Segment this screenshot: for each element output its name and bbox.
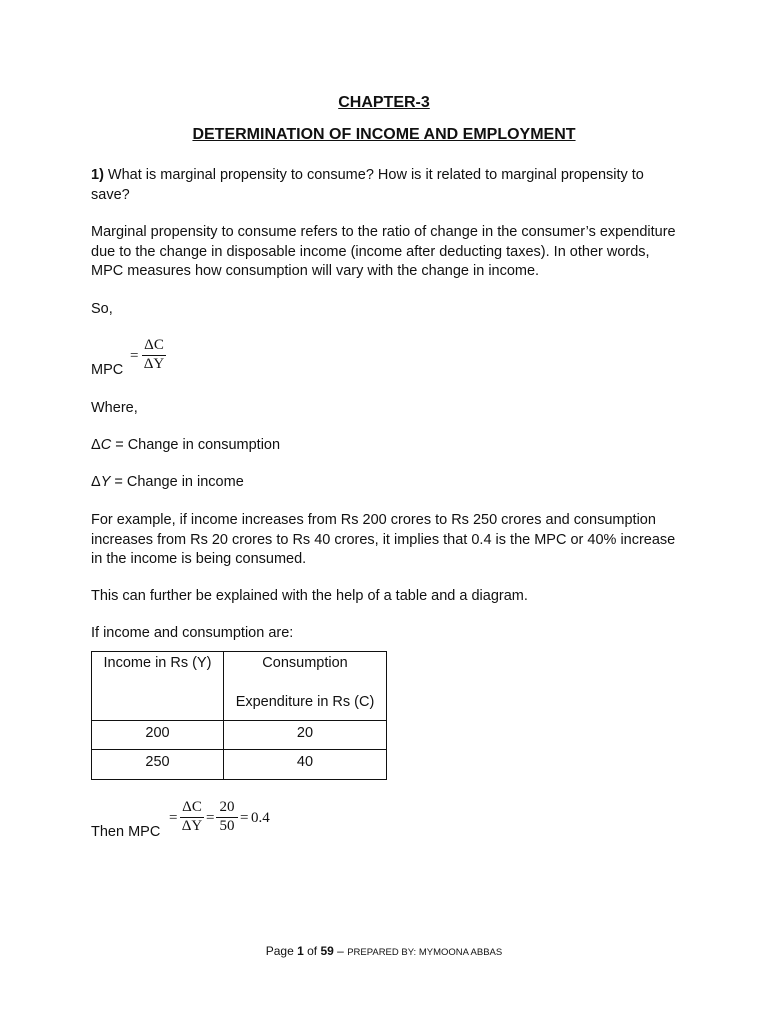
variable-c: C (100, 437, 112, 453)
header-consumption (224, 652, 387, 721)
chapter-heading: CHAPTER-3 (338, 94, 430, 111)
mpc-label: MPC (91, 362, 124, 378)
equals-sign: = (240, 810, 249, 826)
definition-consumption (91, 436, 681, 456)
where-text: Where, (91, 400, 138, 416)
table-row (92, 721, 387, 750)
of-word: of (303, 944, 321, 958)
table-intro: If income and consumption are: (91, 625, 294, 641)
prepared-by: PREPARED BY: MYMOONA ABBAS (347, 947, 503, 958)
page-number: 1 (297, 944, 304, 958)
header-consumption-line1: Consumption (262, 655, 348, 671)
definition-text: = Change in income (110, 474, 244, 490)
page-footer (0, 944, 768, 958)
equals-sign: = (130, 348, 139, 364)
variable-y: Y (100, 474, 111, 490)
fraction-numerator: 20 (219, 799, 235, 815)
header-income: Income in Rs (Y) (92, 652, 224, 721)
cell-consumption: 40 (224, 750, 387, 780)
fraction-denominator: ΔY (181, 818, 203, 834)
value-fraction (216, 799, 238, 835)
cell-income: 250 (92, 750, 224, 780)
fraction-denominator: 50 (219, 818, 235, 834)
cell-consumption: 20 (224, 721, 387, 750)
cell-income: 200 (92, 721, 224, 750)
fraction-denominator: ΔY (143, 356, 165, 372)
footer-dash: – (333, 944, 348, 958)
definition-text: = Change in consumption (111, 437, 281, 453)
page-word: Page (265, 944, 298, 958)
example-paragraph: For example, if income increases from Rs 200 crores to Rs 250 crores and consumption increases from Rs 20 crores to Rs 40 crores, it implies that 0.4 is the MPC or 40% increase in the income is being consumed. (91, 512, 676, 567)
definition-income (91, 473, 681, 493)
delta-symbol: Δ (91, 437, 101, 453)
income-consumption-table (91, 651, 387, 780)
so-text: So, (91, 301, 113, 317)
page-total: 59 (320, 944, 334, 958)
equals-sign: = (206, 810, 215, 826)
answer-paragraph: Marginal propensity to consume refers to the ratio of change in the consumer’s expenditure due to the change in disposable income (income after deducting taxes). In other words, MPC measures how consumption will vary with the change in income. (91, 224, 676, 279)
fraction-numerator: ΔC (182, 799, 202, 815)
result-value: 0.4 (251, 810, 270, 826)
equals-sign: = (169, 810, 178, 826)
header-consumption-line2: Expenditure in Rs (C) (235, 693, 375, 710)
mpc-fraction (142, 337, 166, 373)
table-row (92, 750, 387, 780)
question-paragraph (91, 166, 681, 205)
table-header-row (92, 652, 387, 721)
explain-paragraph: This can further be explained with the help of a table and a diagram. (91, 588, 528, 604)
page-title: DETERMINATION OF INCOME AND EMPLOYMENT (192, 126, 576, 143)
then-mpc-label: Then MPC (91, 824, 161, 840)
delta-fraction (180, 799, 204, 835)
delta-symbol: Δ (91, 474, 101, 490)
fraction-numerator: ΔC (144, 337, 164, 353)
question-text: What is marginal propensity to consume? How is it related to marginal propensity to save? (91, 167, 644, 203)
question-number: 1) (91, 167, 104, 183)
